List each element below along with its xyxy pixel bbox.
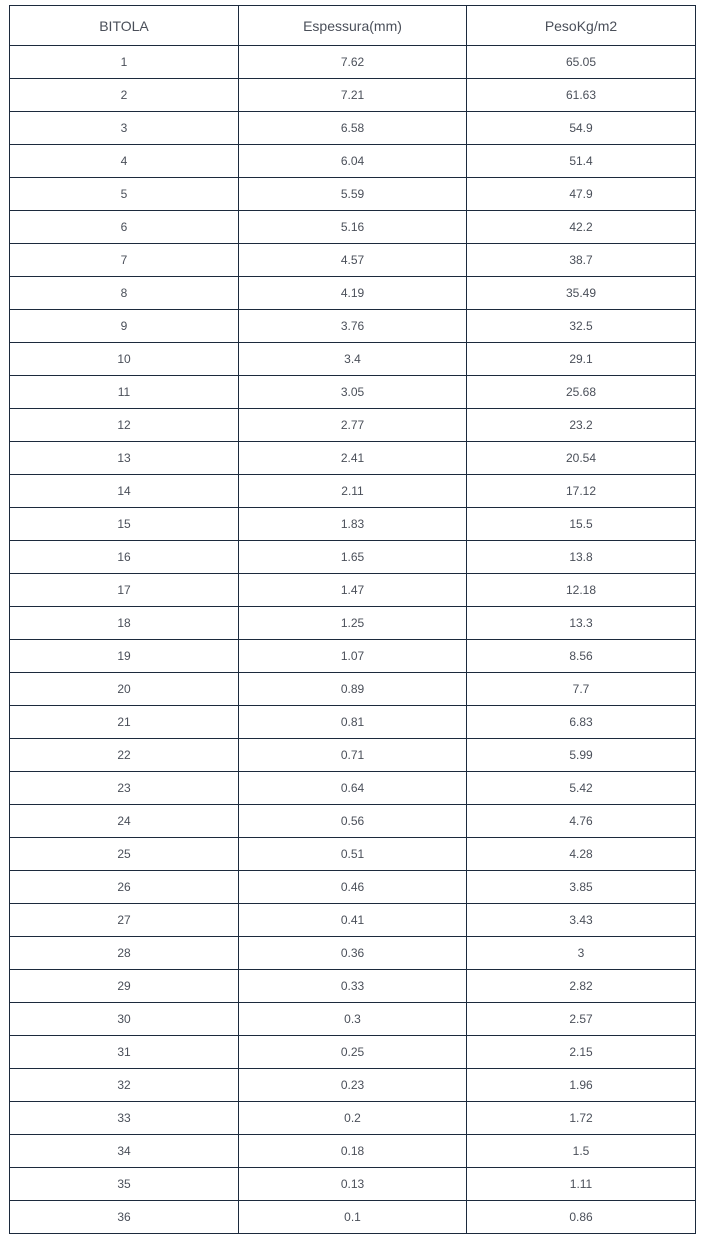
- cell-espessura: 0.89: [239, 673, 467, 706]
- cell-bitola: 27: [10, 904, 239, 937]
- cell-bitola: 24: [10, 805, 239, 838]
- cell-espessura: 0.46: [239, 871, 467, 904]
- table-row: [10, 178, 696, 211]
- table-row: [10, 739, 696, 772]
- table-row: [10, 1201, 696, 1234]
- table-row: [10, 508, 696, 541]
- cell-bitola: 32: [10, 1069, 239, 1102]
- cell-peso: 42.2: [467, 211, 696, 244]
- table-row: [10, 574, 696, 607]
- cell-espessura: 0.13: [239, 1168, 467, 1201]
- cell-peso: 3.43: [467, 904, 696, 937]
- cell-espessura: 0.71: [239, 739, 467, 772]
- table-row: [10, 871, 696, 904]
- cell-espessura: 4.19: [239, 277, 467, 310]
- table-body: [10, 46, 696, 1234]
- cell-peso: 20.54: [467, 442, 696, 475]
- cell-peso: 32.5: [467, 310, 696, 343]
- cell-bitola: 5: [10, 178, 239, 211]
- cell-espessura: 1.83: [239, 508, 467, 541]
- table-row: [10, 1036, 696, 1069]
- cell-espessura: 0.23: [239, 1069, 467, 1102]
- table-row: [10, 838, 696, 871]
- cell-bitola: 7: [10, 244, 239, 277]
- cell-bitola: 35: [10, 1168, 239, 1201]
- cell-peso: 23.2: [467, 409, 696, 442]
- cell-bitola: 4: [10, 145, 239, 178]
- table-row: [10, 1102, 696, 1135]
- cell-espessura: 7.21: [239, 79, 467, 112]
- cell-bitola: 28: [10, 937, 239, 970]
- table-row: [10, 475, 696, 508]
- column-header-bitola: BITOLA: [10, 6, 239, 46]
- cell-peso: 17.12: [467, 475, 696, 508]
- cell-bitola: 2: [10, 79, 239, 112]
- cell-espessura: 0.2: [239, 1102, 467, 1135]
- cell-espessura: 0.64: [239, 772, 467, 805]
- cell-espessura: 0.18: [239, 1135, 467, 1168]
- table-row: [10, 640, 696, 673]
- cell-peso: 3.85: [467, 871, 696, 904]
- column-header-espessura: Espessura(mm): [239, 6, 467, 46]
- table-row: [10, 706, 696, 739]
- table-row: [10, 277, 696, 310]
- cell-bitola: 26: [10, 871, 239, 904]
- cell-espessura: 5.16: [239, 211, 467, 244]
- table-row: [10, 442, 696, 475]
- cell-espessura: 6.04: [239, 145, 467, 178]
- cell-espessura: 0.51: [239, 838, 467, 871]
- cell-espessura: 1.65: [239, 541, 467, 574]
- cell-peso: 38.7: [467, 244, 696, 277]
- table-row: [10, 244, 696, 277]
- table-row: [10, 772, 696, 805]
- table-row: [10, 541, 696, 574]
- cell-espessura: 1.47: [239, 574, 467, 607]
- cell-bitola: 30: [10, 1003, 239, 1036]
- cell-espessura: 6.58: [239, 112, 467, 145]
- cell-peso: 1.96: [467, 1069, 696, 1102]
- cell-peso: 4.76: [467, 805, 696, 838]
- cell-espessura: 4.57: [239, 244, 467, 277]
- table-row: [10, 1168, 696, 1201]
- gauge-table-container: [9, 5, 695, 1234]
- header-row: [10, 6, 696, 46]
- cell-peso: 54.9: [467, 112, 696, 145]
- cell-peso: 2.15: [467, 1036, 696, 1069]
- cell-bitola: 19: [10, 640, 239, 673]
- cell-peso: 1.11: [467, 1168, 696, 1201]
- cell-bitola: 31: [10, 1036, 239, 1069]
- cell-bitola: 9: [10, 310, 239, 343]
- cell-espessura: 3.05: [239, 376, 467, 409]
- table-row: [10, 145, 696, 178]
- cell-peso: 35.49: [467, 277, 696, 310]
- table-row: [10, 1135, 696, 1168]
- cell-peso: 29.1: [467, 343, 696, 376]
- cell-bitola: 20: [10, 673, 239, 706]
- table-row: [10, 607, 696, 640]
- cell-peso: 5.99: [467, 739, 696, 772]
- cell-peso: 13.3: [467, 607, 696, 640]
- table-row: [10, 805, 696, 838]
- table-row: [10, 343, 696, 376]
- column-header-peso: PesoKg/m2: [467, 6, 696, 46]
- cell-peso: 1.5: [467, 1135, 696, 1168]
- cell-peso: 6.83: [467, 706, 696, 739]
- cell-espessura: 0.36: [239, 937, 467, 970]
- cell-espessura: 0.56: [239, 805, 467, 838]
- cell-espessura: 0.1: [239, 1201, 467, 1234]
- cell-peso: 13.8: [467, 541, 696, 574]
- cell-espessura: 1.25: [239, 607, 467, 640]
- cell-espessura: 0.33: [239, 970, 467, 1003]
- cell-bitola: 12: [10, 409, 239, 442]
- cell-peso: 4.28: [467, 838, 696, 871]
- cell-bitola: 3: [10, 112, 239, 145]
- cell-espessura: 2.77: [239, 409, 467, 442]
- cell-bitola: 16: [10, 541, 239, 574]
- cell-espessura: 0.81: [239, 706, 467, 739]
- cell-bitola: 8: [10, 277, 239, 310]
- cell-bitola: 33: [10, 1102, 239, 1135]
- cell-espessura: 7.62: [239, 46, 467, 79]
- cell-espessura: 3.4: [239, 343, 467, 376]
- cell-bitola: 11: [10, 376, 239, 409]
- table-row: [10, 79, 696, 112]
- table-header: [10, 6, 696, 46]
- cell-bitola: 36: [10, 1201, 239, 1234]
- cell-espessura: 5.59: [239, 178, 467, 211]
- table-row: [10, 970, 696, 1003]
- cell-bitola: 13: [10, 442, 239, 475]
- cell-bitola: 18: [10, 607, 239, 640]
- cell-peso: 51.4: [467, 145, 696, 178]
- cell-peso: 3: [467, 937, 696, 970]
- table-row: [10, 409, 696, 442]
- cell-bitola: 6: [10, 211, 239, 244]
- table-row: [10, 1003, 696, 1036]
- cell-peso: 5.42: [467, 772, 696, 805]
- table-row: [10, 46, 696, 79]
- cell-bitola: 34: [10, 1135, 239, 1168]
- cell-bitola: 10: [10, 343, 239, 376]
- table-row: [10, 937, 696, 970]
- cell-peso: 12.18: [467, 574, 696, 607]
- table-row: [10, 673, 696, 706]
- cell-espessura: 3.76: [239, 310, 467, 343]
- table-row: [10, 310, 696, 343]
- table-row: [10, 904, 696, 937]
- table-row: [10, 376, 696, 409]
- cell-bitola: 17: [10, 574, 239, 607]
- cell-bitola: 15: [10, 508, 239, 541]
- table-row: [10, 211, 696, 244]
- cell-peso: 0.86: [467, 1201, 696, 1234]
- cell-bitola: 25: [10, 838, 239, 871]
- cell-peso: 2.57: [467, 1003, 696, 1036]
- cell-bitola: 29: [10, 970, 239, 1003]
- cell-peso: 61.63: [467, 79, 696, 112]
- cell-espessura: 0.25: [239, 1036, 467, 1069]
- cell-espessura: 0.3: [239, 1003, 467, 1036]
- gauge-table: [9, 5, 696, 1234]
- cell-espessura: 0.41: [239, 904, 467, 937]
- cell-bitola: 23: [10, 772, 239, 805]
- cell-espessura: 1.07: [239, 640, 467, 673]
- cell-bitola: 22: [10, 739, 239, 772]
- cell-peso: 25.68: [467, 376, 696, 409]
- cell-bitola: 1: [10, 46, 239, 79]
- cell-bitola: 14: [10, 475, 239, 508]
- cell-peso: 1.72: [467, 1102, 696, 1135]
- cell-peso: 65.05: [467, 46, 696, 79]
- cell-peso: 7.7: [467, 673, 696, 706]
- cell-peso: 15.5: [467, 508, 696, 541]
- cell-peso: 8.56: [467, 640, 696, 673]
- table-row: [10, 112, 696, 145]
- cell-peso: 47.9: [467, 178, 696, 211]
- cell-espessura: 2.11: [239, 475, 467, 508]
- cell-bitola: 21: [10, 706, 239, 739]
- table-row: [10, 1069, 696, 1102]
- cell-peso: 2.82: [467, 970, 696, 1003]
- cell-espessura: 2.41: [239, 442, 467, 475]
